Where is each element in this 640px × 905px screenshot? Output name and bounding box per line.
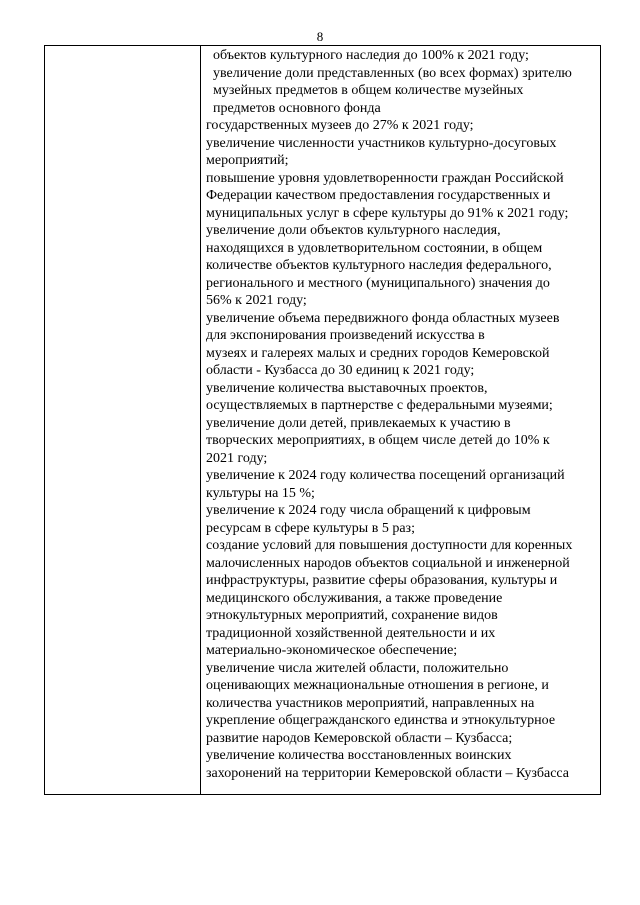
text-line: регионального и местного (муниципального) значения до bbox=[206, 275, 550, 291]
text-line: ресурсам в сфере культуры в 5 раз; bbox=[206, 520, 415, 536]
text-line: малочисленных народов объектов социальной и инженерной bbox=[206, 555, 570, 571]
text-line: увеличение доли детей, привлекаемых к участию в bbox=[206, 415, 511, 431]
text-line: увеличение численности участников культурно-досуговых bbox=[206, 135, 557, 151]
document-table bbox=[44, 45, 601, 795]
text-line: создание условий для повышения доступности для коренных bbox=[206, 538, 573, 553]
table-left-cell bbox=[45, 46, 200, 794]
text-line: количестве объектов культурного наследия федерального, bbox=[206, 258, 552, 273]
text-line: области - Кузбасса до 30 единиц к 2021 году; bbox=[206, 363, 475, 378]
text-line: материально-экономическое обеспечение; bbox=[206, 643, 458, 658]
text-line: предметов основного фонда bbox=[213, 100, 381, 116]
text-line: увеличение доли объектов культурного наследия, bbox=[206, 223, 501, 238]
text-line: укрепление общегражданского единства и этнокультурное bbox=[206, 713, 556, 728]
text-line: медицинского обслуживания, а также проведение bbox=[206, 590, 503, 606]
text-line: объектов культурного наследия до 100% к 2021 году; bbox=[213, 48, 529, 63]
table-right-cell bbox=[206, 46, 601, 782]
text-line: музеях и галереях малых и средних городов Кемеровской bbox=[206, 345, 550, 361]
text-line: увеличение количества выставочных проектов, bbox=[206, 380, 488, 396]
text-line: оценивающих межнациональные отношения в регионе, и bbox=[206, 678, 549, 693]
text-line: этнокультурных мероприятий, сохранение видов bbox=[206, 608, 498, 623]
text-line: 56% к 2021 году; bbox=[206, 293, 307, 308]
text-line: увеличение к 2024 году количества посещений организаций bbox=[206, 468, 565, 483]
text-line: 2021 году; bbox=[206, 450, 268, 466]
text-line: для экспонирования произведений искусства в bbox=[206, 328, 485, 343]
text-line: муниципальных услуг в сфере культуры до 91% к 2021 году; bbox=[206, 205, 569, 221]
text-line: количества участников мероприятий, направленных на bbox=[206, 695, 535, 711]
column-divider bbox=[200, 46, 201, 794]
text-line: осуществляемых в партнерстве с федеральными музеями; bbox=[206, 398, 553, 413]
text-line: инфраструктуры, развитие сферы образования, культуры и bbox=[206, 573, 558, 588]
text-line: государственных музеев до 27% к 2021 году; bbox=[206, 118, 474, 133]
text-line: музейных предметов в общем количестве музейных bbox=[213, 83, 524, 98]
text-line: увеличение к 2024 году числа обращений к цифровым bbox=[206, 503, 531, 518]
text-line: творческих мероприятиях, в общем числе детей до 10% к bbox=[206, 433, 550, 448]
text-line: повышение уровня удовлетворенности граждан Российской bbox=[206, 170, 564, 186]
text-line: увеличение количества восстановленных воинских bbox=[206, 748, 512, 763]
page-number: 8 bbox=[316, 29, 324, 44]
text-line: захоронений на территории Кемеровской области – Кузбасса bbox=[206, 765, 570, 781]
text-line: традиционной хозяйственной деятельности и их bbox=[206, 625, 496, 641]
text-line: развитие народов Кемеровской области – Кузбасса; bbox=[206, 730, 513, 746]
text-line: мероприятий; bbox=[206, 153, 289, 168]
text-line: увеличение доли представленных (во всех формах) зрителю bbox=[213, 65, 572, 81]
text-line: находящихся в удовлетворительном состоянии, в общем bbox=[206, 240, 543, 256]
text-line: увеличение числа жителей области, положительно bbox=[206, 660, 509, 676]
text-line: культуры на 15 %; bbox=[206, 485, 315, 501]
text-line: Федерации качеством предоставления государственных и bbox=[206, 188, 551, 203]
text-line: увеличение объема передвижного фонда областных музеев bbox=[206, 310, 560, 326]
